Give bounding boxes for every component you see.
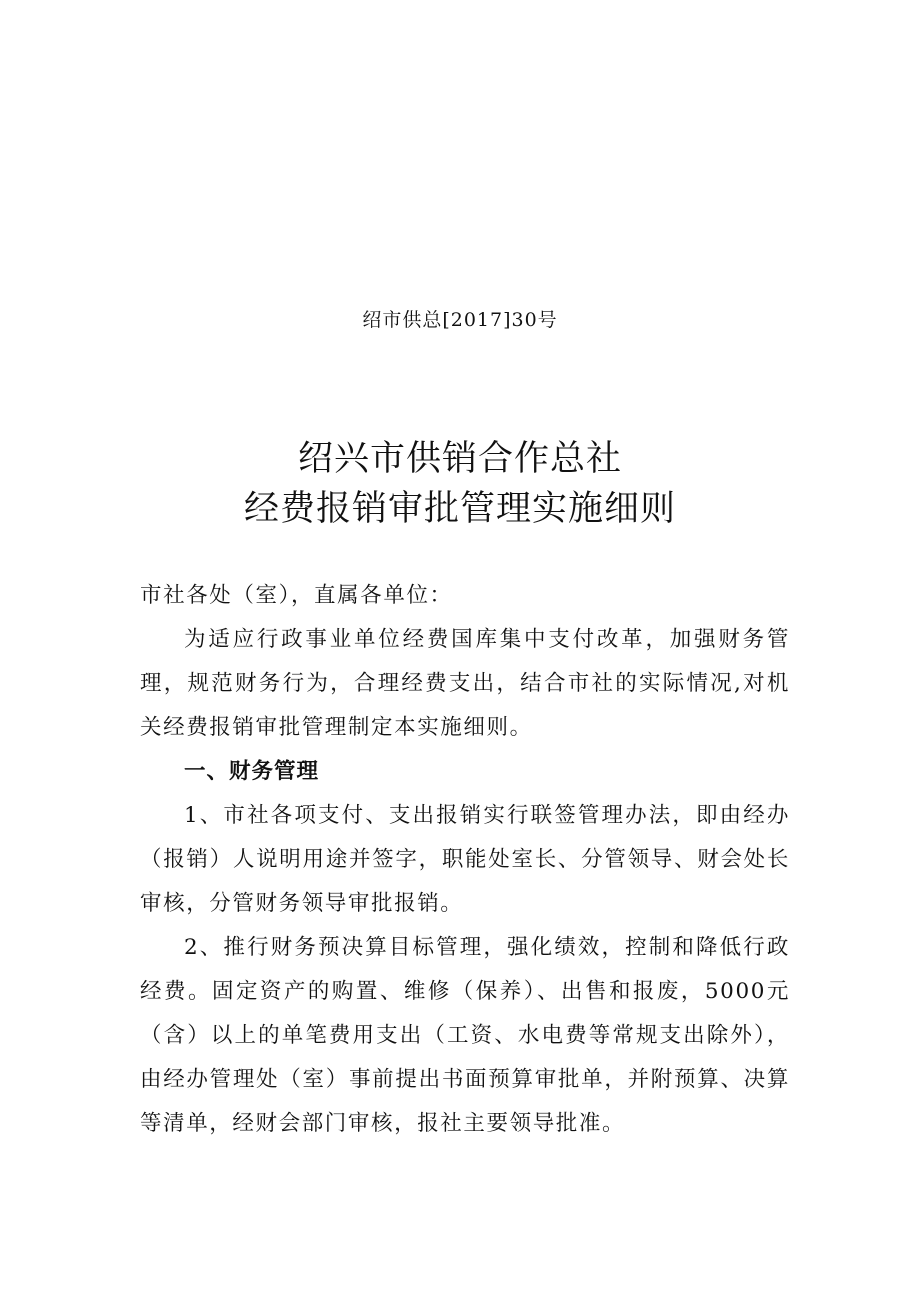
salutation: 市社各处（室），直属各单位： — [140, 583, 453, 608]
document-number: 绍市供总[2017]30号 — [362, 309, 558, 331]
document-body — [140, 574, 790, 1146]
item-1-paragraph: 1、市社各项支付、支出报销实行联签管理办法，即由经办（报销）人说明用途并签字，职能处室长、分管领导、财会处长审核，分管财务领导审批报销。 — [140, 803, 790, 916]
document-title-line-1: 绍兴市供销合作总社 — [297, 439, 622, 479]
document-title-line-2: 经费报销审批管理实施细则 — [243, 489, 676, 529]
section-heading-finance: 一、财务管理 — [184, 759, 320, 784]
item-2-paragraph: 2、推行财务预决算目标管理，强化绩效，控制和降低行政经费。固定资产的购置、维修（保养）、出售和报废，5000元（含）以上的单笔费用支出（工资、水电费等常规支出除外），由经办管理处（室）事前提出书面预算审批单，并附预算、决算等清单，经财会部门审核，报社主要领导批准。 — [140, 935, 790, 1136]
intro-paragraph: 为适应行政事业单位经费国库集中支付改革，加强财务管理，规范财务行为，合理经费支出，结合市社的实际情况,对机关经费报销审批管理制定本实施细则。 — [140, 627, 790, 740]
